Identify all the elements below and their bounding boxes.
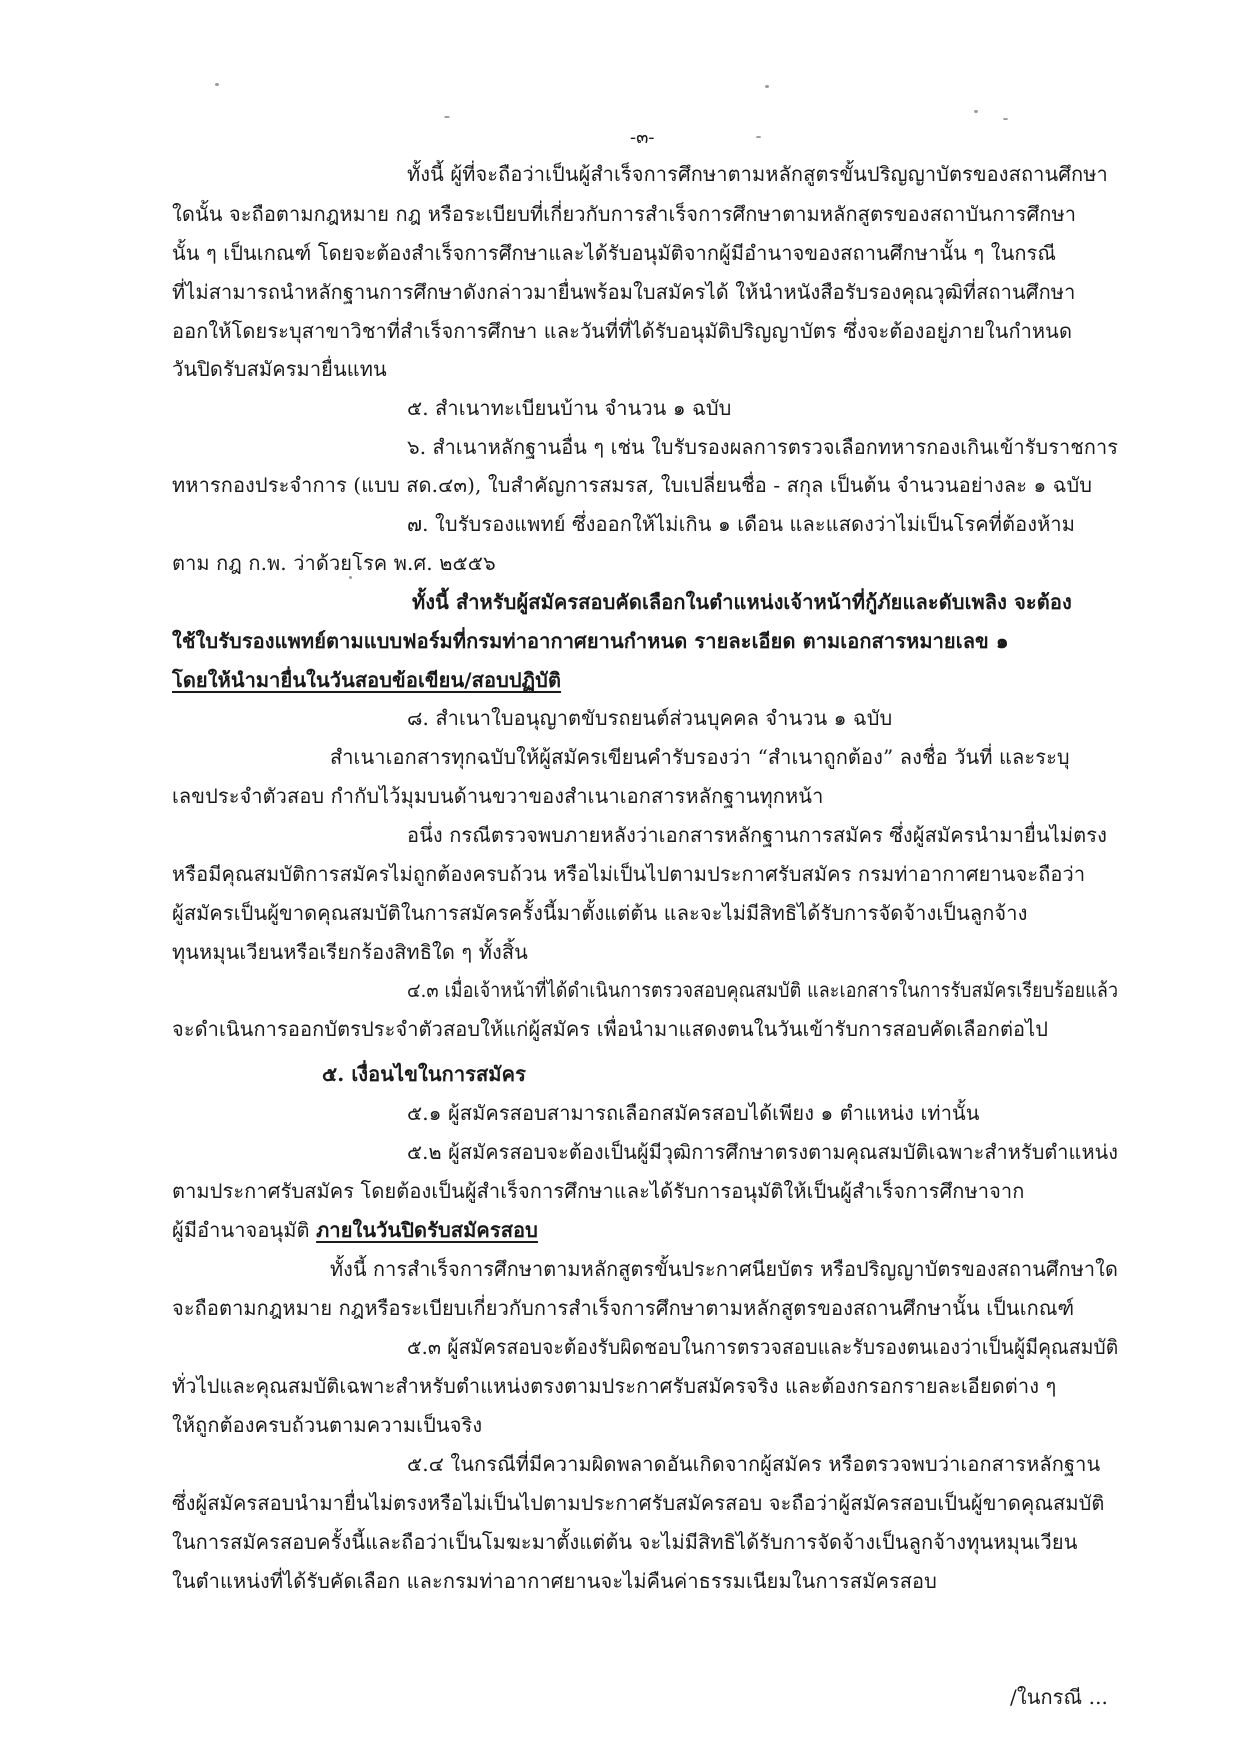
text-line: ทหารกองประจำการ (แบบ สด.๔๓), ใบสำคัญการสมรส, ใบเปลี่ยนชื่อ - สกุล เป็นต้น จำนวนอย่างละ ๑ ฉบับ	[172, 473, 1093, 497]
list-item: ๕. สำเนาทะเบียนบ้าน จำนวน ๑ ฉบับ	[407, 396, 732, 420]
scan-speck	[444, 116, 450, 118]
list-item: ๗. ใบรับรองแพทย์ ซึ่งออกให้ไม่เกิน ๑ เดือน และแสดงว่าไม่เป็นโรคที่ต้องห้าม	[407, 512, 1076, 536]
text-line: อนึ่ง กรณีตรวจพบภายหลังว่าเอกสารหลักฐานการสมัคร ซึ่งผู้สมัครนำมายื่นไม่ตรง	[407, 823, 1107, 847]
text-line: เลขประจำตัวสอบ กำกับไว้มุมบนด้านขวาของสำเนาเอกสารหลักฐานทุกหน้า	[172, 784, 824, 808]
text-line: ให้ถูกต้องครบถ้วนตามความเป็นจริง	[172, 1413, 483, 1437]
bold-note-line: ใช้ใบรับรองแพทย์ตามแบบฟอร์มที่กรมท่าอากาศยานกำหนด รายละเอียด ตามเอกสารหมายเลข ๑	[172, 629, 1009, 653]
bold-underlined-note: โดยให้นำมายื่นในวันสอบข้อเขียน/สอบปฏิบัติ	[172, 668, 562, 692]
text-line: วันปิดรับสมัครมายื่นแทน	[172, 357, 387, 381]
bold-underlined-phrase: ภายในวันปิดรับสมัครสอบ	[316, 1218, 538, 1242]
text-line: ซึ่งผู้สมัครสอบนำมายื่นไม่ตรงหรือไม่เป็นไปตามประกาศรับสมัครสอบ จะถือว่าผู้สมัครสอบเป็นผู้ขาดคุณสมบัติ	[172, 1491, 1105, 1515]
text-line: ทุนหมุนเวียนหรือเรียกร้องสิทธิใด ๆ ทั้งสิ้น	[172, 940, 528, 964]
scan-speck	[974, 110, 978, 113]
text-line: จะดำเนินการออกบัตรประจำตัวสอบให้แก่ผู้สมัคร เพื่อนำมาแสดงตนในวันเข้ารับการสอบคัดเลือกต่อไป	[172, 1017, 1049, 1041]
scan-speck	[1003, 118, 1008, 120]
text-line: ทั้งนี้ ผู้ที่จะถือว่าเป็นผู้สำเร็จการศึกษาตามหลักสูตรขั้นปริญญาบัตรของสถานศึกษา	[407, 162, 1108, 186]
text-line: ที่ไม่สามารถนำหลักฐานการศึกษาดังกล่าวมายื่นพร้อมใบสมัครได้ ให้นำหนังสือรับรองคุณวุฒิที่สถานศึกษา	[172, 280, 1076, 304]
scan-speck	[215, 83, 219, 86]
list-item: ๔.๓ เมื่อเจ้าหน้าที่ได้ดำเนินการตรวจสอบคุณสมบัติ และเอกสารในการรับสมัครเรียบร้อยแล้ว	[407, 978, 1119, 1002]
page-number: -๓-	[630, 127, 655, 148]
text-line: หรือมีคุณสมบัติการสมัครไม่ถูกต้องครบถ้วน หรือไม่เป็นไปตามประกาศรับสมัคร กรมท่าอากาศยานจะถือว่า	[172, 862, 1086, 886]
list-item: ๕.๒ ผู้สมัครสอบจะต้องเป็นผู้มีวุฒิการศึกษาตรงตามคุณสมบัติเฉพาะสำหรับตำแหน่ง	[407, 1140, 1119, 1164]
text-line	[172, 1218, 538, 1242]
text-line: ใดนั้น จะถือตามกฎหมาย กฎ หรือระเบียบที่เกี่ยวกับการสำเร็จการศึกษาตามหลักสูตรของสถาบันการศึกษา	[172, 202, 1077, 226]
text-line: จะถือตามกฎหมาย กฎหรือระเบียบเกี่ยวกับการสำเร็จการศึกษาตามหลักสูตรของสถานศึกษานั้น เป็นเกณฑ์	[172, 1296, 1075, 1320]
list-item: ๕.๑ ผู้สมัครสอบสามารถเลือกสมัครสอบได้เพียง ๑ ตำแหน่ง เท่านั้น	[407, 1101, 980, 1125]
scan-speck	[756, 136, 761, 138]
page-continuation: /ในกรณี ...	[1010, 1685, 1109, 1709]
text-line: ทั้งนี้ การสำเร็จการศึกษาตามหลักสูตรขั้นประกาศนียบัตร หรือปริญญาบัตรของสถานศึกษาใด	[330, 1257, 1118, 1281]
text-segment: ผู้มีอำนาจอนุมัติ	[172, 1218, 310, 1242]
text-line: สำเนาเอกสารทุกฉบับให้ผู้สมัครเขียนคำรับรองว่า “สำเนาถูกต้อง” ลงชื่อ วันที่ และระบุ	[330, 745, 1070, 769]
section-heading: ๕. เงื่อนไขในการสมัคร	[322, 1062, 526, 1086]
list-item: ๖. สำเนาหลักฐานอื่น ๆ เช่น ใบรับรองผลการตรวจเลือกทหารกองเกินเข้ารับราชการ	[407, 435, 1118, 459]
scan-speck	[349, 576, 352, 579]
text-line: ออกให้โดยระบุสาขาวิชาที่สำเร็จการศึกษา และวันที่ที่ได้รับอนุมัติปริญญาบัตร ซึ่งจะต้องอยู่ภายในกำหนด	[172, 319, 1073, 343]
text-line: ทั่วไปและคุณสมบัติเฉพาะสำหรับตำแหน่งตรงตามประกาศรับสมัครจริง และต้องกรอกรายละเอียดต่าง ๆ	[172, 1374, 1057, 1398]
bold-note-line: ทั้งนี้ สำหรับผู้สมัครสอบคัดเลือกในตำแหน่งเจ้าหน้าที่กู้ภัยและดับเพลิง จะต้อง	[412, 590, 1072, 614]
list-item: ๕.๔ ในกรณีที่มีความผิดพลาดอันเกิดจากผู้สมัคร หรือตรวจพบว่าเอกสารหลักฐาน	[407, 1452, 1101, 1476]
text-line: ผู้สมัครเป็นผู้ขาดคุณสมบัติในการสมัครครั้งนี้มาตั้งแต่ต้น และจะไม่มีสิทธิได้รับการจัดจ้างเป็นลูกจ้าง	[172, 901, 1028, 925]
text-line: ตามประกาศรับสมัคร โดยต้องเป็นผู้สำเร็จการศึกษาและได้รับการอนุมัติให้เป็นผู้สำเร็จการศึกษาจาก	[172, 1179, 1025, 1203]
text-line: ตาม กฎ ก.พ. ว่าด้วยโรค พ.ศ. ๒๕๕๖	[172, 551, 496, 575]
scan-speck	[765, 85, 769, 88]
list-item: ๘. สำเนาใบอนุญาตขับรถยนต์ส่วนบุคคล จำนวน ๑ ฉบับ	[407, 706, 893, 730]
text-line: ในตำแหน่งที่ได้รับคัดเลือก และกรมท่าอากาศยานจะไม่คืนค่าธรรมเนียมในการสมัครสอบ	[172, 1569, 937, 1593]
text-line: ในการสมัครสอบครั้งนี้และถือว่าเป็นโมฆะมาตั้งแต่ต้น จะไม่มีสิทธิได้รับการจัดจ้างเป็นลูกจ้างทุนหมุนเวียน	[172, 1530, 1078, 1554]
list-item: ๕.๓ ผู้สมัครสอบจะต้องรับผิดชอบในการตรวจสอบและรับรองตนเองว่าเป็นผู้มีคุณสมบัติ	[407, 1335, 1119, 1359]
text-line: นั้น ๆ เป็นเกณฑ์ โดยจะต้องสำเร็จการศึกษาและได้รับอนุมัติจากผู้มีอำนาจของสถานศึกษานั้น ๆ ในกรณี	[172, 241, 1057, 265]
